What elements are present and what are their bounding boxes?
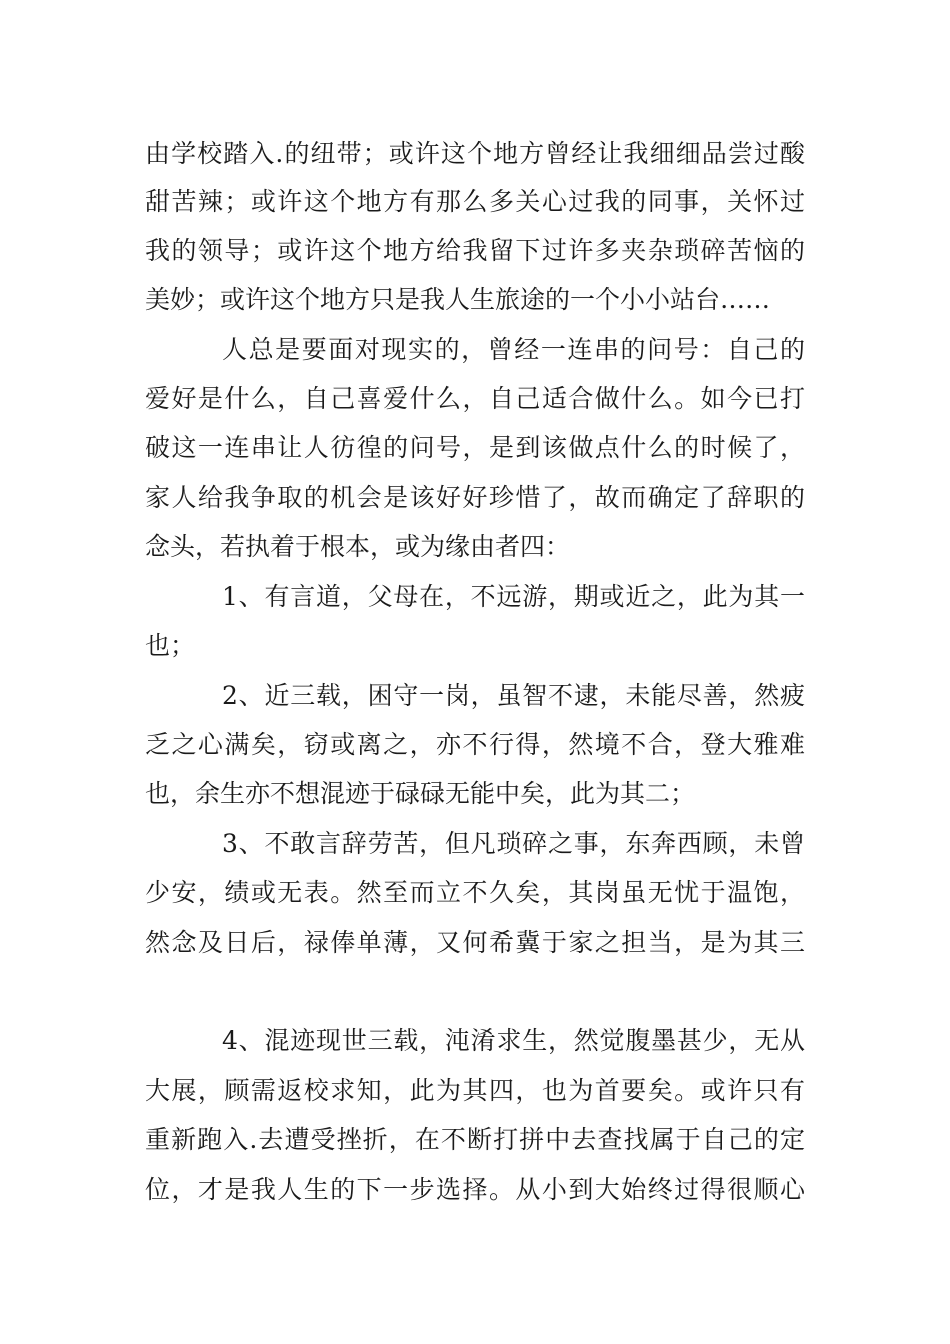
paragraph-first-line: 人总是要面对现实的，曾经一连串的问号：自己的: [222, 335, 805, 364]
text-line: 甜苦辣；或许这个地方有那么多关心过我的同事，关怀过: [145, 187, 805, 216]
text-line: 家人给我争取的机会是该好好珍惜了，故而确定了辞职的: [145, 483, 805, 512]
text-line: 破这一连串让人彷徨的问号，是到该做点什么的时候了，: [145, 433, 805, 462]
text-line: 重新跑入.去遭受挫折，在不断打拼中去查找属于自己的定: [145, 1125, 805, 1154]
text-line: 我的领导；或许这个地方给我留下过许多夹杂琐碎苦恼的: [145, 236, 805, 265]
text-line: 位，才是我人生的下一步选择。从小到大始终过得很顺心: [145, 1175, 805, 1204]
text-line: 少安，绩或无表。然至而立不久矣，其岗虽无忧于温饱，: [145, 878, 805, 907]
text-line: 爱好是什么，自己喜爱什么，自己适合做什么。如今已打: [145, 384, 805, 413]
text-line: 乏之心满矣，窃或离之，亦不行得，然境不合，登大雅难: [145, 730, 805, 759]
list-item-1: 1、有言道，父母在，不远游，期或近之，此为其一: [222, 582, 805, 611]
list-item-3: 3、不敢言辞劳苦，但凡琐碎之事，东奔西顾，未曾: [222, 829, 805, 858]
text-line: 然念及日后，禄俸单薄，又何希冀于家之担当，是为其三: [145, 928, 805, 957]
text-line: 由学校踏入.的纽带；或许这个地方曾经让我细细品尝过酸: [145, 139, 805, 168]
list-item-2: 2、近三载，困守一岗，虽智不逮，未能尽善，然疲: [222, 681, 805, 710]
text-line: 也；: [145, 631, 196, 660]
list-item-4: 4、混迹现世三载，沌淆求生，然觉腹墨甚少，无从: [222, 1026, 805, 1055]
text-line: 也，余生亦不想混迹于碌碌无能中矣，此为其二；: [145, 779, 696, 808]
text-line: 大展，顾需返校求知，此为其四，也为首要矣。或许只有: [145, 1076, 805, 1105]
text-line: 念头，若执着于根本，或为缘由者四：: [145, 532, 571, 561]
text-line: 美妙；或许这个地方只是我人生旅途的一个小小站台……: [145, 285, 771, 314]
